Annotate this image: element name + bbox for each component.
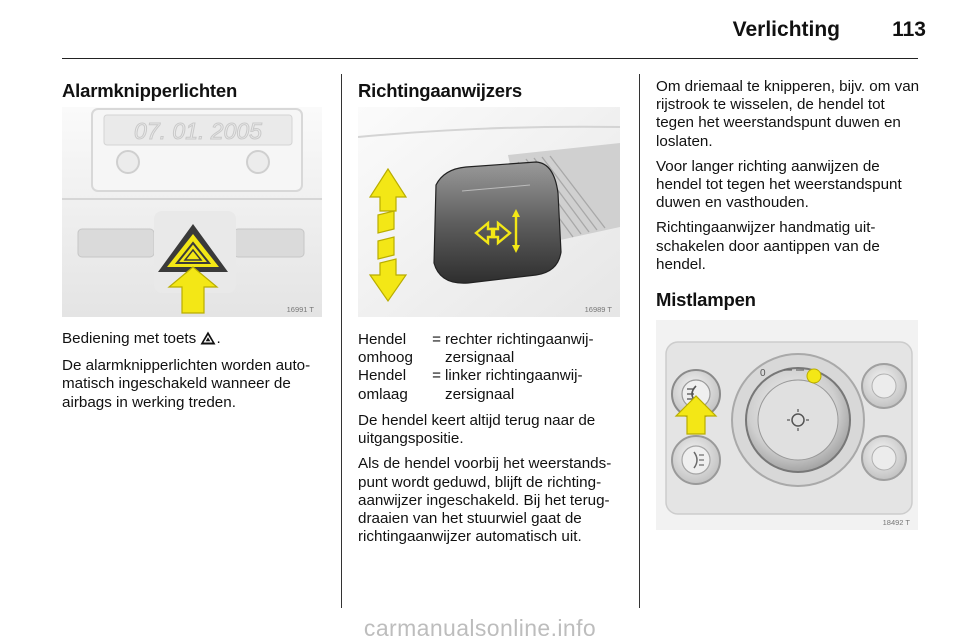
paragraph: Voor langer richting aanwijzen de hendel tot tegen het weerstandspunt duwen en vasthouden. bbox=[656, 157, 902, 212]
hazard-switch-illustration bbox=[62, 107, 322, 317]
definition-row bbox=[358, 367, 624, 403]
page-number: 113 bbox=[892, 18, 926, 41]
definition-text: rechter richtingaanwij-zersignaal bbox=[445, 331, 594, 367]
figure-number: 16991 T bbox=[286, 305, 314, 314]
switch-position-zero: 0 bbox=[760, 368, 766, 379]
definition-term: Hendel omlaag bbox=[358, 367, 408, 403]
instruction-period: . bbox=[216, 330, 221, 347]
section-heading-richtingaanwijzers: Richtingaanwijzers bbox=[358, 80, 522, 101]
display-date-text: 07. 01. 2005 bbox=[134, 118, 262, 144]
watermark-text: carmanualsonline.info bbox=[363, 615, 597, 641]
paragraph bbox=[62, 330, 326, 350]
hazard-warning-icon bbox=[200, 331, 216, 350]
paragraph: Richtingaanwijzer handmatig uit-schakelen door aantippen van de hendel. bbox=[656, 219, 880, 273]
col2-body bbox=[358, 412, 624, 553]
figure-number: 18492 T bbox=[882, 518, 910, 527]
instruction-text: Bediening met toets bbox=[62, 330, 197, 347]
definition-separator: = bbox=[432, 331, 441, 348]
paragraph: Als de hendel voorbij het weerstands-punt wordt geduwd, blijft de richting-aanwijzer ingeschakeld. Bij het terug-draaien van het stuurwiel gaat de richtingaanwijzer automatisch uit. bbox=[358, 455, 612, 546]
header-rule bbox=[62, 58, 918, 59]
definition-row bbox=[358, 331, 624, 367]
column-divider-2 bbox=[639, 74, 640, 608]
fog-light-switch-illustration bbox=[656, 320, 918, 530]
definition-separator: = bbox=[432, 367, 441, 385]
paragraph: Om driemaal te knipperen, bijv. om van rijstrook te wisselen, de hendel tot tegen het weerstandspunt duwen en loslaten. bbox=[656, 78, 920, 150]
section-heading-alarmknipperlichten: Alarmknipperlichten bbox=[62, 80, 238, 101]
col3-body bbox=[656, 78, 922, 281]
turn-signal-lever-illustration bbox=[358, 107, 620, 317]
figure-number: 16989 T bbox=[584, 305, 612, 314]
paragraph: De hendel keert altijd terug naar de uitgangspositie. bbox=[358, 412, 596, 448]
column-divider-1 bbox=[341, 74, 342, 608]
paragraph: De alarmknipperlichten worden auto-matisch ingeschakeld wanneer de airbags in werking treden. bbox=[62, 357, 311, 411]
definition-term: Hendel omhoog bbox=[358, 331, 413, 367]
definition-text: linker richtingaanwij-zersignaal bbox=[445, 367, 583, 403]
col1-body bbox=[62, 330, 326, 419]
running-header-title: Verlichting bbox=[732, 18, 840, 41]
lever-definition-table bbox=[358, 331, 624, 404]
section-heading-mistlampen: Mistlampen bbox=[656, 289, 756, 310]
